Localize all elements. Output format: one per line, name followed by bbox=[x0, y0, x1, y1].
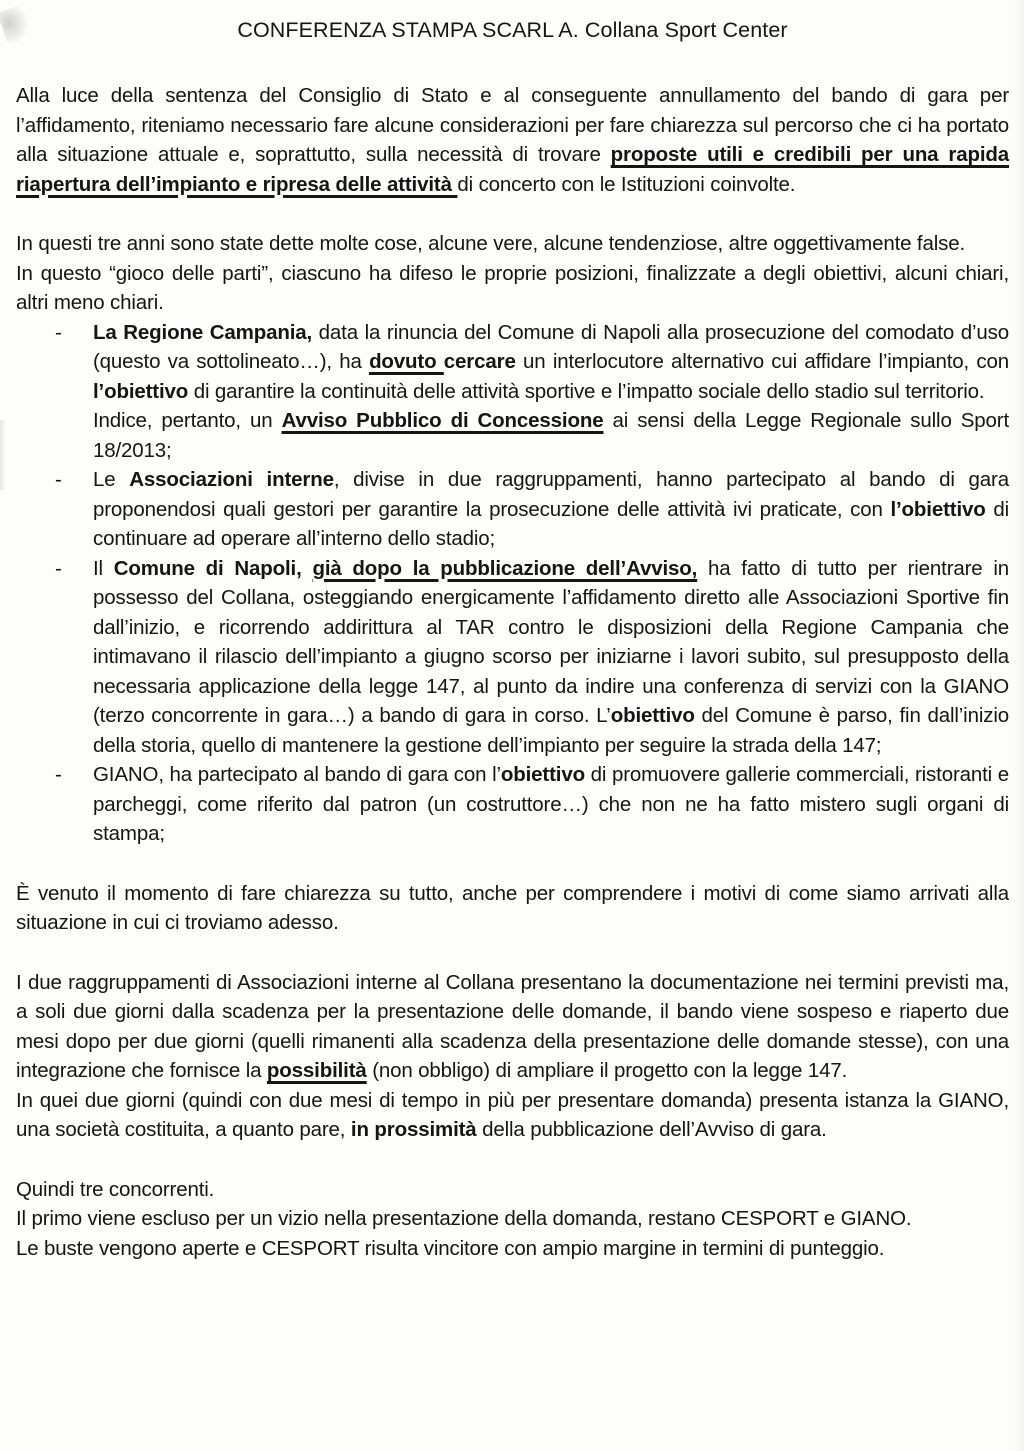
text-run: Comune di Napoli, bbox=[113, 556, 313, 580]
text-run: di promuovere gallerie commerciali, ristoranti e parcheggi, come riferito dal patron (un costruttore…) che non ne ha fatto mistero sugli organi di stampa; bbox=[93, 763, 1010, 845]
text-run: cercare bbox=[443, 350, 516, 373]
text-run: Il bbox=[93, 556, 114, 580]
text-run: I due raggruppamenti di Associazioni interne al Collana presentano la documentazione nei termini previsti ma, a soli due giorni dalla scadenza per la presentazione delle domande, il bando viene sospeso e riaperto due mesi dopo per due giorni (quelli rimanenti alla scadenza della presentazione delle domande stesse), con una integrazione che fornisce la bbox=[16, 970, 1009, 1082]
paragraph bbox=[16, 1204, 1009, 1234]
text-run: Alla luce della sentenza del Consiglio di Stato e al conseguente annullamento del bando di gara per l’affidamento, riteniamo necessario fare alcune considerazioni per fare chiarezza sul percorso che ci ha portato alla situazione attuale e, soprattutto, sulla necessità di trovare bbox=[16, 84, 1009, 166]
text-run: Associazioni interne bbox=[129, 468, 334, 491]
text-run: proposte utili e credibili per una rapida riapertura dell’impianto e ripresa delle attività bbox=[16, 143, 1009, 196]
text-run: È venuto il momento di fare chiarezza su tutto, anche per comprendere i motivi di come siamo arrivati alla situazione in cui ci troviamo adesso. bbox=[16, 881, 1009, 934]
bullet-marker: - bbox=[55, 763, 62, 786]
bullet-item bbox=[16, 465, 1009, 554]
text-run: , divise in due raggruppamenti, hanno partecipato al bando di gara proponendosi quali gestori per garantire la prosecuzione delle attività ivi praticate, con bbox=[93, 468, 1009, 521]
text-run: della pubblicazione dell’Avviso di gara. bbox=[476, 1118, 827, 1141]
text-run: Le buste vengono aperte e CESPORT risulta vincitore con ampio margine in termini di punteggio. bbox=[16, 1236, 885, 1260]
document-title: CONFERENZA STAMPA SCARL A. Collana Sport Center bbox=[237, 18, 788, 42]
text-run: Quindi tre concorrenti. bbox=[16, 1177, 215, 1201]
text-run: in prossimità bbox=[350, 1118, 477, 1141]
text-run: del Comune è parso, fin dall’inizio della storia, quello di mantenere la gestione dell’impianto per seguire la strada della 147; bbox=[93, 704, 1010, 757]
paragraph bbox=[16, 968, 1009, 1086]
text-run: Il primo viene escluso per un vizio nella presentazione della domanda, restano CESPORT e GIANO. bbox=[16, 1207, 912, 1230]
text-run: ha fatto di tutto per rientrare in possesso del Collana, osteggiando energicamente l’affidamento diretto alle Associazioni Sportive fin dall’inizio, e ricorrendo addirittura al TAR contro le disposizioni della Regione Campania che intimavano il rilascio dell’impianto a giugno scorso per iniziarne i lavori subito, sul presupposto della necessaria applicazione della legge 147, al punto da indire una conferenza di servizi con la GIANO (terzo concorrente in gara…) a bando di gara in corso. L’ bbox=[93, 556, 1010, 727]
text-run: l’obiettivo bbox=[93, 379, 189, 403]
bullet-continuation-paragraph bbox=[93, 406, 1009, 465]
text-run: l’obiettivo bbox=[890, 497, 986, 521]
bullet-item bbox=[16, 760, 1009, 849]
text-run: un interlocutore alternativo cui affidare l’impianto, con bbox=[515, 350, 1009, 373]
text-run: Avviso Pubblico di Concessione bbox=[281, 409, 604, 432]
bullet-text bbox=[93, 321, 1009, 403]
text-run: GIANO, ha partecipato al bando di gara con l’ bbox=[93, 763, 501, 786]
text-run: In quei due giorni (quindi con due mesi di tempo in più per presentare domanda) presenta istanza la GIANO, una società costituita, a quanto pare, bbox=[16, 1088, 1009, 1141]
text-run: obiettivo bbox=[500, 763, 585, 786]
bullet-text bbox=[93, 763, 1009, 845]
bullet-text bbox=[93, 468, 1009, 550]
text-run: obiettivo bbox=[610, 704, 695, 727]
scan-artifact bbox=[0, 420, 6, 490]
paragraph bbox=[16, 1175, 1009, 1205]
bullet-text bbox=[93, 557, 1009, 757]
paragraph bbox=[16, 1086, 1009, 1145]
document-body bbox=[16, 81, 1009, 1263]
text-run: ai sensi della Legge Regionale sullo Sport 18/2013; bbox=[93, 409, 1010, 462]
bullet-item bbox=[16, 318, 1009, 407]
text-run: data la rinuncia del Comune di Napoli alla prosecuzione del comodato d’uso (questo va sottolineato…), ha bbox=[93, 320, 1009, 373]
paragraph bbox=[16, 879, 1009, 938]
text-run: Le bbox=[93, 468, 130, 491]
paragraph bbox=[16, 229, 1009, 259]
text-run: In questi tre anni sono state dette molte cose, alcune vere, alcune tendenziose, altre oggettivamente false. bbox=[16, 232, 966, 255]
bullet-marker: - bbox=[55, 556, 62, 580]
text-run: di continuare ad operare all’interno dello stadio; bbox=[93, 497, 1009, 550]
paragraph bbox=[16, 259, 1009, 318]
text-run: Indice, pertanto, un bbox=[93, 409, 282, 432]
text-run: dovuto bbox=[369, 350, 444, 373]
text-run: In questo “gioco delle parti”, ciascuno ha difeso le proprie posizioni, finalizzate a degli obiettivi, alcuni chiari, altri meno chiari. bbox=[16, 261, 1009, 314]
text-run: già dopo la pubblicazione dell’Avviso, bbox=[312, 556, 698, 580]
text-run: di garantire la continuità delle attività sportive e l’impatto sociale dello stadio sul territorio. bbox=[188, 379, 985, 403]
text-run: La Regione Campania, bbox=[93, 320, 313, 344]
bullet-marker: - bbox=[55, 468, 62, 491]
paragraph bbox=[16, 1234, 1009, 1264]
bullet-marker: - bbox=[55, 320, 62, 344]
bullet-item bbox=[16, 554, 1009, 761]
text-run: (non obbligo) di ampliare il progetto con la legge 147. bbox=[366, 1059, 848, 1082]
paragraph bbox=[16, 81, 1009, 199]
text-run: possibilità bbox=[266, 1059, 367, 1082]
text-run: di concerto con le Istituzioni coinvolte. bbox=[457, 172, 796, 196]
scan-artifact bbox=[1014, 0, 1024, 1451]
